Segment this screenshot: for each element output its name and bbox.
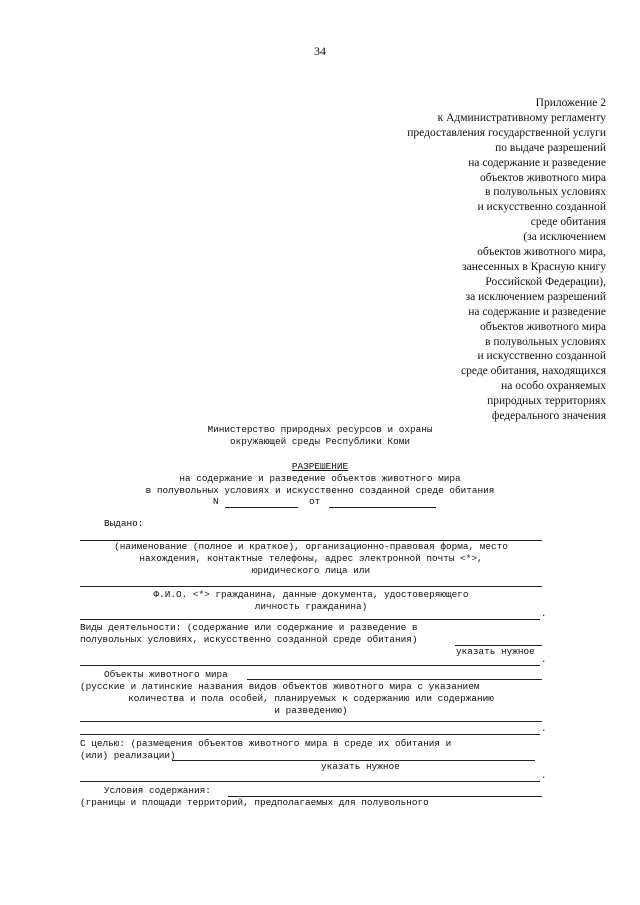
appendix-line: за исключением разрешений: [465, 290, 606, 303]
permit-heading: [0, 461, 640, 497]
permit-subtitle-1: на содержание и разведение объектов животного мира: [179, 473, 461, 484]
permit-title: РАЗРЕШЕНИЕ: [291, 461, 349, 472]
objects-details-field-2[interactable]: [80, 734, 540, 735]
objects-hint-line-3: и разведению): [274, 705, 348, 716]
org-hint-line-1: (наименование (полное и краткое), организационно-правовая форма, место: [114, 541, 508, 552]
conditions-hint-line-1: (границы и площади территорий, предполагаемых для полувольного: [80, 797, 429, 808]
appendix-line: Приложение 2: [535, 97, 606, 109]
period-mark: .: [541, 724, 547, 734]
appendix-line: (за исключением: [523, 231, 606, 244]
permit-date-label: от: [309, 496, 321, 507]
org-hint-line-2: нахождения, контактные телефоны, адрес электронной почты <*>,: [139, 553, 483, 564]
appendix-line: природных территориях: [487, 395, 606, 408]
objects-hint-line-1: (русские и латинские названия видов объектов животного мира с указанием: [80, 681, 480, 692]
appendix-line: объектов животного мира: [479, 320, 606, 333]
appendix-header: [407, 96, 606, 424]
purpose-extra-field[interactable]: [80, 781, 540, 782]
appendix-line: на содержание и разведение: [468, 305, 606, 318]
person-field[interactable]: [80, 586, 542, 587]
appendix-line: Российской Федерации),: [485, 275, 606, 288]
objects-hint-line-2: количества и пола особей, планируемых к содержанию или содержанию: [128, 693, 494, 704]
appendix-line: в полувольных условиях: [485, 186, 606, 199]
ministry-line-1: Министерство природных ресурсов и охраны: [207, 424, 433, 435]
appendix-line: и искусственно созданной: [477, 350, 606, 363]
period-mark: .: [541, 655, 547, 665]
period-mark: .: [541, 609, 547, 619]
appendix-line: федерального значения: [491, 410, 606, 423]
appendix-line: к Административному регламенту: [437, 111, 606, 124]
appendix-line: занесенных в Красную книгу: [462, 260, 606, 273]
person-hint-line-1: Ф.И.О. <*> гражданина, данные документа, удостоверяющего: [153, 589, 469, 600]
permit-number-label: N: [213, 496, 219, 507]
objects-details-field[interactable]: [80, 721, 542, 722]
appendix-line: предоставления государственной услуги: [407, 126, 606, 139]
appendix-line: на содержание и разведение: [468, 156, 606, 169]
page-number: 34: [314, 44, 326, 58]
appendix-line: и искусственно созданной: [477, 201, 606, 214]
objects-field[interactable]: [247, 679, 542, 680]
ministry-heading: [0, 424, 640, 448]
person-details-field[interactable]: [80, 619, 540, 620]
appendix-line: по выдаче разрешений: [495, 141, 606, 154]
appendix-line: среде обитания: [530, 216, 606, 229]
permit-number-field[interactable]: [225, 507, 298, 508]
appendix-line: среде обитания, находящихся: [461, 365, 606, 378]
activity-specify-hint: указать нужное: [456, 646, 535, 657]
objects-label: Объекты животного мира: [104, 669, 228, 680]
conditions-label: Условия содержания:: [104, 785, 211, 796]
purpose-line-2: (или) реализации): [80, 750, 176, 761]
activity-line-1: Виды деятельности: (содержание или содержание и разведение в: [80, 622, 418, 633]
activity-line-2: полувольных условиях, искусственно созданной среде обитания): [80, 634, 418, 645]
appendix-line: объектов животного мира: [479, 171, 606, 184]
appendix-line: объектов животного мира,: [477, 246, 606, 259]
purpose-line-1: С целью: (размещения объектов животного мира в среде их обитания и: [80, 738, 452, 749]
org-hint-line-3: юридического лица или: [251, 565, 371, 576]
activity-extra-field[interactable]: [80, 665, 540, 666]
permit-date-field[interactable]: [329, 507, 436, 508]
person-hint-line-2: личность гражданина): [254, 601, 368, 612]
appendix-line: в полувольных условиях: [485, 335, 606, 348]
permit-subtitle-2: в полувольных условиях и искусственно созданной среде обитания: [145, 485, 495, 496]
period-mark: .: [541, 771, 547, 781]
ministry-line-2: окружающей среды Республики Коми: [229, 436, 411, 447]
purpose-specify-hint: указать нужное: [321, 761, 400, 772]
appendix-line: на особо охраняемых: [501, 380, 606, 393]
issued-label: Выдано:: [104, 518, 144, 529]
